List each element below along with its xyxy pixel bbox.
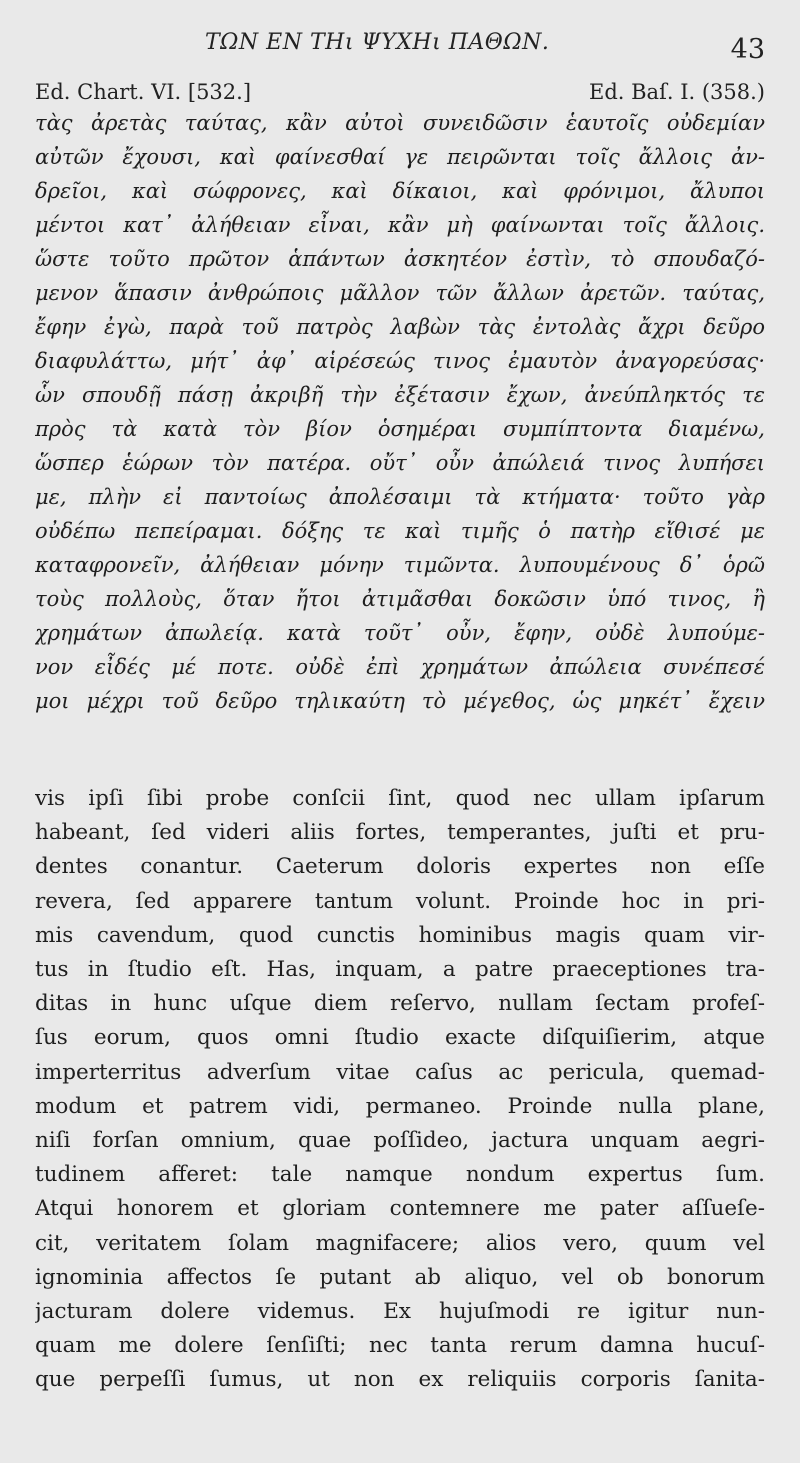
greek-line: καταφρονεῖν, ἀλήθειαν μόνην τιμῶντα. λυπουμένους δ᾽ ὁρῶ (35, 553, 765, 577)
latin-line: quam me dolere ſenſiſti; nec tanta rerum damna hucuſ- (35, 1333, 765, 1359)
greek-line: τὰς ἀρετὰς ταύτας, κἂν αὐτοὶ συνειδῶσιν ἑαυτοῖς οὐδεμίαν (35, 111, 765, 135)
greek-line: μέντοι κατ᾽ ἀλήθειαν εἶναι, κἂν μὴ φαίνωνται τοῖς ἄλλοις. (35, 213, 765, 237)
latin-line: jacturam dolere videmus. Ex hujuſmodi re igitur nun- (35, 1299, 765, 1325)
latin-line: tudinem afferet: tale namque nondum expertus ſum. (35, 1162, 765, 1188)
latin-line: ſus eorum, quos omni ſtudio exacte diſquiſierim, atque (35, 1025, 765, 1051)
greek-line: μενον ἅπασιν ἀνθρώποις μᾶλλον τῶν ἄλλων ἀρετῶν. ταύτας, (35, 281, 765, 305)
greek-line: μοι μέχρι τοῦ δεῦρο τηλικαύτη τὸ μέγεθος, ὡς μηκέτ᾽ ἔχειν (35, 689, 765, 713)
latin-line: vis ipſi ſibi probe conſcii ſint, quod nec ullam ipſarum (35, 786, 765, 811)
edition-reference-chartier: Ed. Chart. VI. [532.] (35, 80, 252, 104)
latin-line: habeant, ſed videri aliis fortes, temperantes, juſti et pru- (35, 820, 765, 846)
running-title: ΤΩΝ ΕΝ ΤΗι ΨΥΧΗι ΠΑΘΩΝ. (205, 30, 550, 55)
greek-line: ὧν σπουδῇ πάσῃ ἀκριβῆ τὴν ἐξέτασιν ἔχων, ἀνεύπληκτός τε (35, 383, 765, 407)
latin-line: que perpeſſi ſumus, ut non ex reliquiis corporis ſanita- (35, 1367, 765, 1393)
page-number: 43 (730, 34, 765, 65)
greek-text-block (35, 106, 765, 718)
greek-line: με, πλὴν εἰ παντοίως ἀπολέσαιμι τὰ κτήματα· τοῦτο γὰρ (35, 485, 765, 509)
greek-line: ὥστε τοῦτο πρῶτον ἁπάντων ἀσκητέον ἐστὶν, τὸ σπουδαζό- (35, 247, 765, 271)
edition-reference-basel: Ed. Baſ. I. (358.) (589, 80, 765, 104)
latin-line: imperterritus adverſum vitae caſus ac pericula, quemad- (35, 1059, 765, 1085)
latin-line: cit, veritatem ſolam magnifacere; alios vero, quum vel (35, 1230, 765, 1256)
greek-line: τοὺς πολλοὺς, ὅταν ἤτοι ἀτιμᾶσθαι δοκῶσιν ὑπό τινος, ἢ (35, 587, 765, 611)
greek-line: χρημάτων ἀπωλείᾳ. κατὰ τοῦτ᾽ οὖν, ἔφην, οὐδὲ λυπούμε- (35, 621, 765, 645)
latin-line: ditas in hunc uſque diem reſervo, nullam ſectam profeſ- (35, 991, 765, 1017)
latin-line: ignominia affectos ſe putant ab aliquo, vel ob bonorum (35, 1264, 765, 1290)
latin-line: niſi forſan omnium, quae poſſideo, jactura unquam aegri- (35, 1128, 765, 1154)
latin-line: revera, ſed apparere tantum volunt. Proinde hoc in pri- (35, 888, 765, 914)
latin-line: dentes conantur. Caeterum doloris expertes non eſſe (35, 854, 765, 880)
greek-line: αὐτῶν ἔχουσι, καὶ φαίνεσθαί γε πειρῶνται τοῖς ἄλλοις ἀν- (35, 145, 765, 169)
latin-line: modum et patrem vidi, permaneo. Proinde nulla plane, (35, 1093, 765, 1119)
greek-line: ἔφην ἐγὼ, παρὰ τοῦ πατρὸς λαβὼν τὰς ἐντολὰς ἄχρι δεῦρο (35, 315, 765, 339)
greek-line: οὐδέπω πεπείραμαι. δόξης τε καὶ τιμῆς ὁ πατὴρ εἴθισέ με (35, 519, 765, 543)
latin-line: Atqui honorem et gloriam contemnere me pater aſſueſe- (35, 1196, 765, 1222)
latin-line: tus in ſtudio eſt. Has, inquam, a patre praeceptiones tra- (35, 957, 765, 983)
latin-text-block (35, 782, 765, 1398)
greek-line: διαφυλάττω, μήτ᾽ ἀφ᾽ αἱρέσεώς τινος ἐμαυτὸν ἀναγορεύσας· (35, 349, 765, 373)
greek-line: ὥσπερ ἑώρων τὸν πατέρα. οὔτ᾽ οὖν ἀπώλειά τινος λυπήσει (35, 451, 765, 475)
greek-line: νον εἶδές μέ ποτε. οὐδὲ ἐπὶ χρημάτων ἀπώλεια συνέπεσέ (35, 655, 765, 679)
latin-line: mis cavendum, quod cunctis hominibus magis quam vir- (35, 922, 765, 948)
greek-line: δρεῖοι, καὶ σώφρονες, καὶ δίκαιοι, καὶ φρόνιμοι, ἄλυποι (35, 179, 765, 203)
greek-line: πρὸς τὰ κατὰ τὸν βίον ὁσημέραι συμπίπτοντα διαμένω, (35, 417, 765, 441)
